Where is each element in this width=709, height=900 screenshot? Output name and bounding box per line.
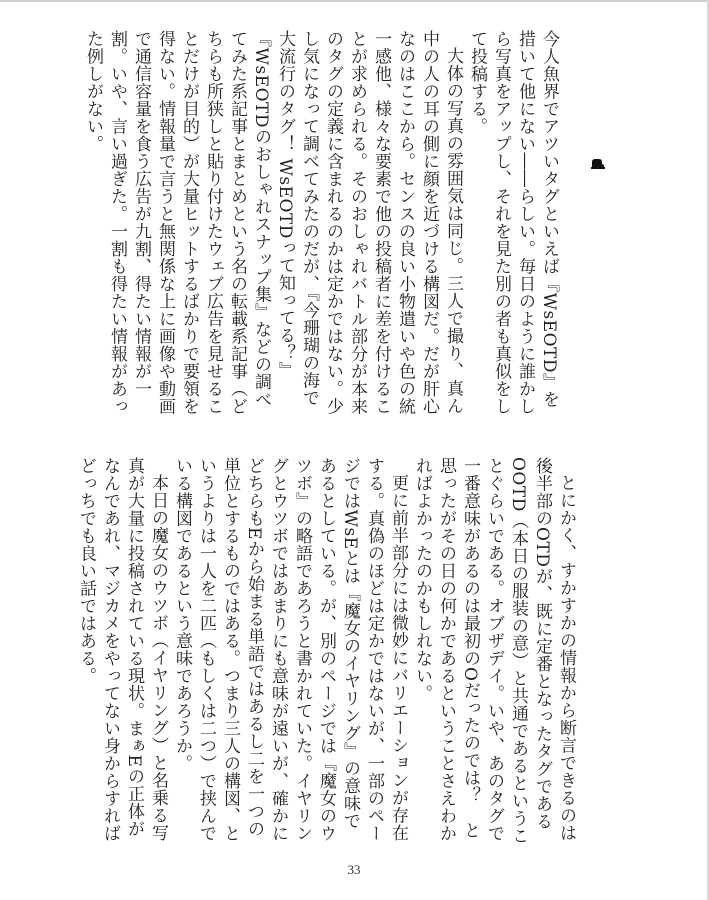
text-block-upper (83, 30, 561, 422)
paragraph: とにかく、すかすかの情報から断言できるのは後半部のOTDが、既に定番となったタグであるOOTD（本日の服装の意）と共通であるということぐらいである。オブザデイ。いや、あのタグで一番意味があるのは最初のOだったのでは？ と思ったがその日の何かであるということさえわかればよかったのかもしれない。 (412, 457, 576, 845)
paragraph: 本日の魔女のウツボ（イヤリング）と名乗る写真が大量に投稿されている現状。まぁEの正体がなんであれ、マジカメをやってない身からすればどっちでも良い話ではある。 (76, 457, 168, 842)
paragraph: 今人魚界でアツいタグといえば『WsEOTD』を措いて他にない――らしい。毎日のように誰かしら写真をアップし、それを見た別の者も真似をして投稿する。 (467, 30, 559, 415)
ornament-mark-icon (590, 157, 606, 171)
paragraph: 大体の写真の雰囲気は同じ。三人で撮り、真ん中の人の耳の側に顔を近づける構図だ。だが肝心なのはここから。センスの良い小物遣いや色の統一感他、様々な要素で他の投稿者に差を付けることが求められる。そのおしゃれバトル部分が本来のタグの定義に含まれるのかは定かではない。少し気になって調べてみたのだが、『今珊瑚の海で大流行のタグ！ WsEOTDって知ってる？』『WsEOTDのおしゃれスナップ集』などの調べてみた系記事とまとめという名の転載系記事（どちらも所狭しと貼り付けたウェブ広告を見せることだけが目的）が大量ヒットするばかりで要領を得ない。情報量で言うと無関係な上に画像や動画で通信容量を食う広告が九割、得たい情報が一割。いや、言い過ぎた。一割も得たい情報があった例しがない。 (83, 30, 463, 415)
page-edge-top (0, 0, 709, 2)
paragraph: 更に前半部分には微妙にバリエーションが存在する。真偽のほどは定かではないが、一部のページではWsEとは『魔女のイヤリング』の意味であるとしている。が、別のページでは『魔女のウツボ』の略語であろうと書かれていた。イヤリングとウツボではあまりにも意味が遠いが、確かにどちらもEから始まる単語ではあるし二を一つの単位とするものではある。つまり三人の構図、というよりは一人を二匹（もしくは二つ）で挟んでいる構図であるという意味であろうか。 (172, 457, 408, 842)
text-block-lower (76, 457, 578, 845)
page-number: 33 (347, 862, 361, 877)
